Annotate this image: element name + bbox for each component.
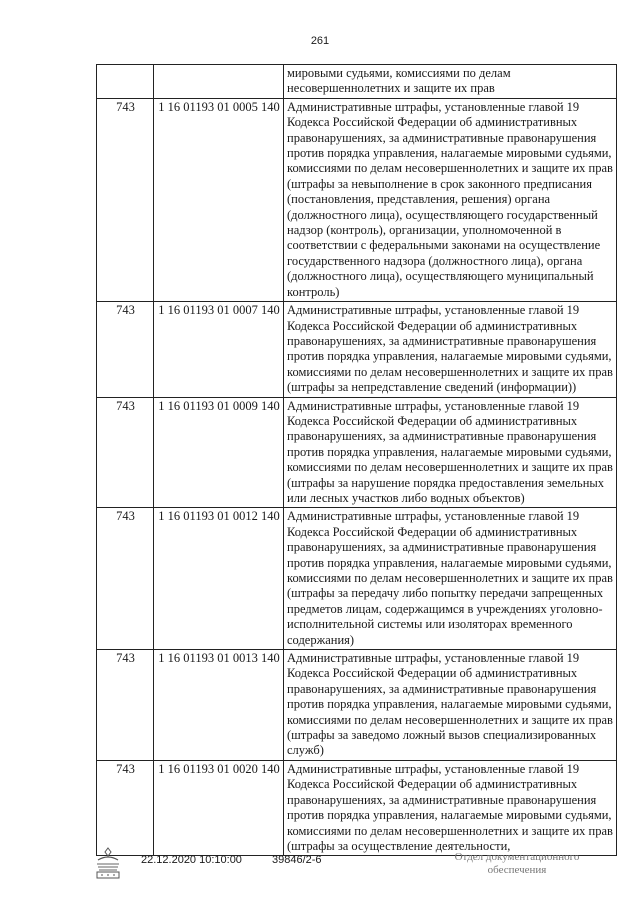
admin-code-cell: 743 bbox=[97, 508, 154, 650]
admin-code-cell: 743 bbox=[97, 98, 154, 301]
budget-code-cell: 1 16 01193 01 0012 140 bbox=[154, 508, 284, 650]
admin-code-cell: 743 bbox=[97, 302, 154, 397]
admin-code-cell: 743 bbox=[97, 760, 154, 855]
description-cell: Административные штрафы, установленные главой 19 Кодекса Российской Федерации об административных правонарушениях, за административные правонарушения против порядка управления, налагаемые мировыми судьями, комиссиями по делам несовершеннолетних и защите их прав (штрафы за осуществление деятельности, bbox=[284, 760, 617, 855]
budget-code-cell: 1 16 01193 01 0007 140 bbox=[154, 302, 284, 397]
registry-logo-icon bbox=[94, 846, 122, 880]
footer bbox=[0, 846, 640, 905]
table-row bbox=[97, 65, 617, 99]
stamp-line: Отдел документационного bbox=[454, 851, 580, 863]
budget-code-cell: 1 16 01193 01 0013 140 bbox=[154, 650, 284, 761]
page-number: 261 bbox=[310, 35, 330, 47]
table-row bbox=[97, 760, 617, 855]
admin-code-cell bbox=[97, 65, 154, 99]
footer-document-id: 39846/2-6 bbox=[272, 854, 322, 866]
budget-code-cell: 1 16 01193 01 0009 140 bbox=[154, 397, 284, 508]
footer-date: 22.12.2020 10:10:00 bbox=[141, 854, 242, 866]
description-cell: Административные штрафы, установленные главой 19 Кодекса Российской Федерации об административных правонарушениях, за административные правонарушения против порядка управления, налагаемые мировыми судьями, комиссиями по делам несовершеннолетних и защите их прав (штрафы за невыполнение в срок законного предписания (постановления, представления, решения) органа (должностного лица), осуществляющего государственный надзор (контроль), организации, уполномоченной в соответствии с федеральными законами на осуществление государственного надзора (должностного лица), органа (должностного лица), осуществляющего муниципальный контроль) bbox=[284, 98, 617, 301]
description-cell: мировыми судьями, комиссиями по делам несовершеннолетних и защите их прав bbox=[284, 65, 617, 99]
budget-code-cell bbox=[154, 65, 284, 99]
table-row bbox=[97, 397, 617, 508]
description-cell: Административные штрафы, установленные главой 19 Кодекса Российской Федерации об административных правонарушениях, за административные правонарушения против порядка управления, налагаемые мировыми судьями, комиссиями по делам несовершеннолетних и защите их прав (штрафы за непредставление сведений (информации)) bbox=[284, 302, 617, 397]
budget-codes-table bbox=[96, 64, 617, 856]
stamp-line: обеспечения bbox=[487, 864, 547, 876]
budget-code-cell: 1 16 01193 01 0020 140 bbox=[154, 760, 284, 855]
description-cell: Административные штрафы, установленные главой 19 Кодекса Российской Федерации об административных правонарушениях, за административные правонарушения против порядка управления, налагаемые мировыми судьями, комиссиями по делам несовершеннолетних и защите их прав (штрафы за передачу либо попытку передачи запрещенных предметов лицам, содержащимся в учреждениях уголовно-исполнительной системы или изоляторах временного содержания) bbox=[284, 508, 617, 650]
admin-code-cell: 743 bbox=[97, 650, 154, 761]
admin-code-cell: 743 bbox=[97, 397, 154, 508]
table-row bbox=[97, 508, 617, 650]
budget-code-cell: 1 16 01193 01 0005 140 bbox=[154, 98, 284, 301]
description-cell: Административные штрафы, установленные главой 19 Кодекса Российской Федерации об административных правонарушениях, за административные правонарушения против порядка управления, налагаемые мировыми судьями, комиссиями по делам несовершеннолетних и защите их прав (штрафы за нарушение порядка предоставления земельных или лесных участков либо водных объектов) bbox=[284, 397, 617, 508]
department-stamp bbox=[442, 851, 592, 877]
table-row bbox=[97, 302, 617, 397]
table-row bbox=[97, 650, 617, 761]
table-row bbox=[97, 98, 617, 301]
description-cell: Административные штрафы, установленные главой 19 Кодекса Российской Федерации об административных правонарушениях, за административные правонарушения против порядка управления, налагаемые мировыми судьями, комиссиями по делам несовершеннолетних и защите их прав (штрафы за заведомо ложный вызов специализированных служб) bbox=[284, 650, 617, 761]
